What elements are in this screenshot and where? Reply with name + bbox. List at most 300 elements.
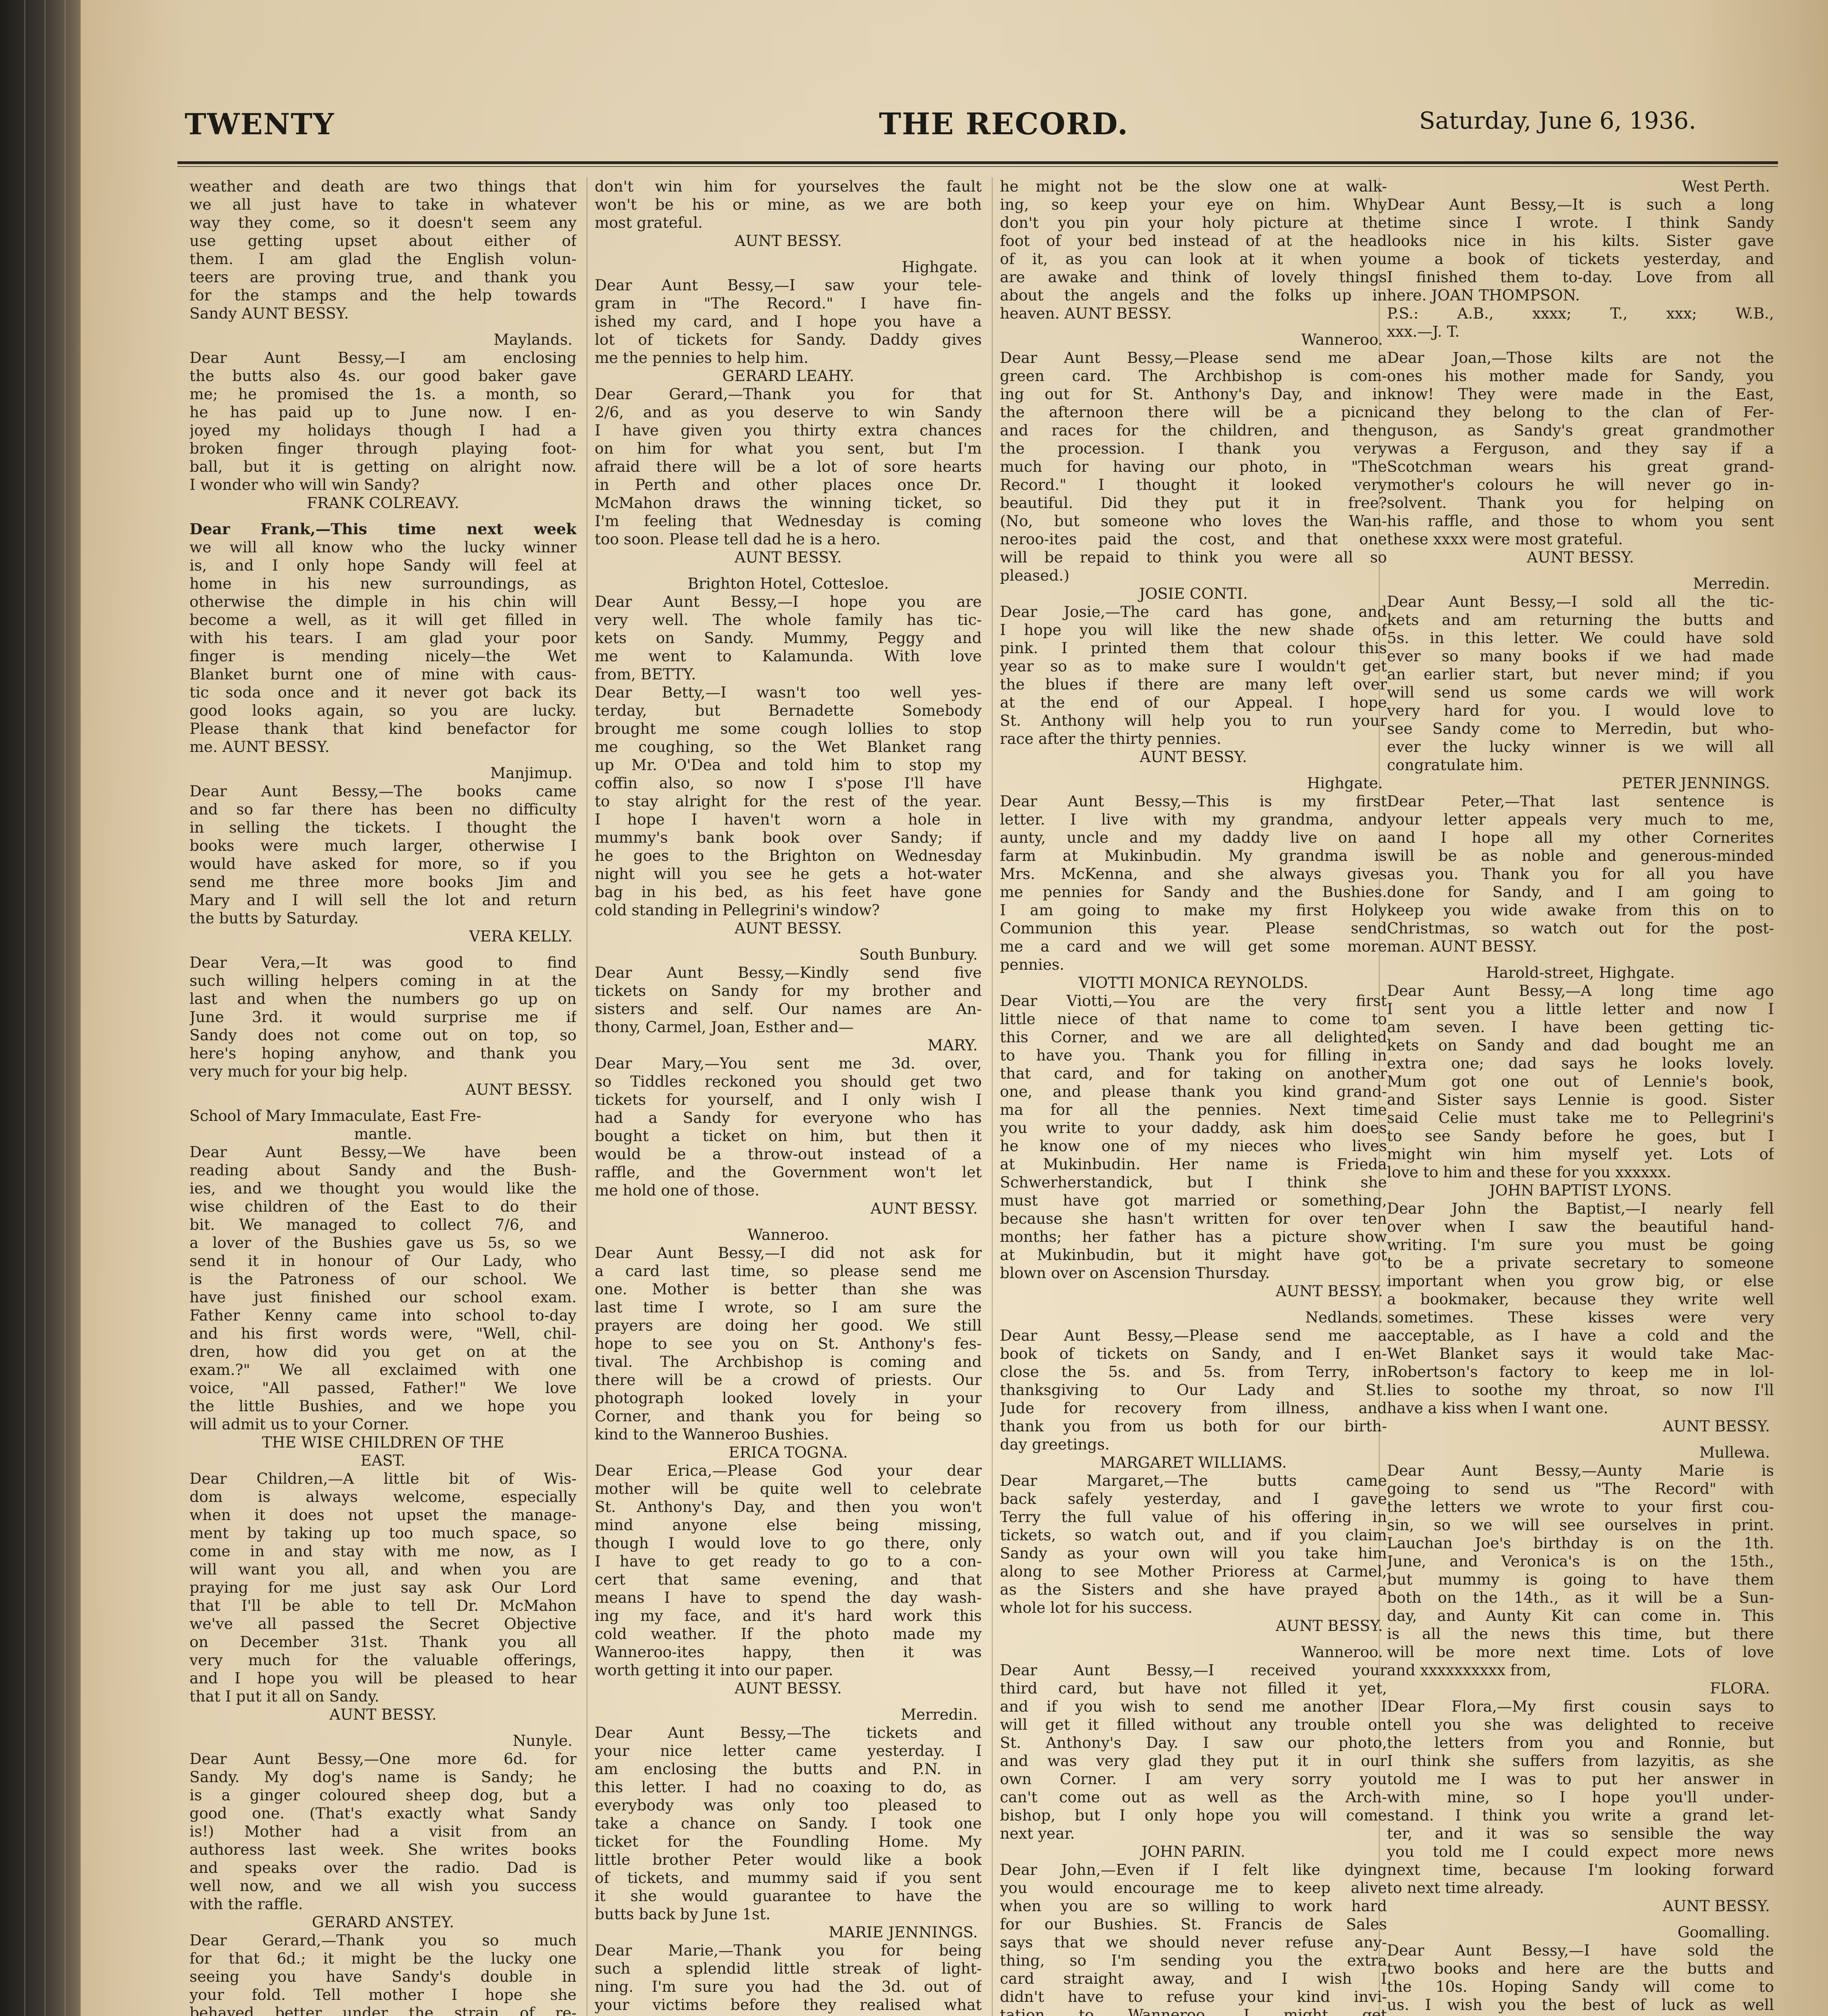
- text-line: way they come, so it doesn't seem any: [189, 214, 577, 232]
- text-line: very well. The whole family has tic-: [595, 611, 982, 629]
- text-line: Dear Aunt Bessy,—I received your: [1000, 1661, 1387, 1679]
- text-line: we've all passed the Secret Objective: [189, 1615, 577, 1633]
- text-line: Nedlands.: [1000, 1308, 1387, 1327]
- text-line: that I'll be able to tell Dr. McMahon: [189, 1597, 577, 1615]
- text-line: to be a private secretary to someone: [1387, 1254, 1774, 1272]
- text-line: I hope you will like the new shade of: [1000, 621, 1387, 639]
- text-line: send it in honour of Our Lady, who: [189, 1252, 577, 1270]
- text-line: from, BETTY.: [595, 665, 982, 683]
- text-line: take a chance on Sandy. I took one: [595, 1814, 982, 1833]
- text-line: the afternoon there will be a picnic: [1000, 403, 1387, 421]
- text-line: the procession. I thank you very: [1000, 439, 1387, 458]
- text-line: bag in his bed, as his feet have gone: [595, 883, 982, 901]
- text-line: and Sister says Lennie is good. Sister: [1387, 1091, 1774, 1109]
- text-line: ished my card, and I hope you have a: [595, 312, 982, 331]
- text-line: and they belong to the clan of Fer-: [1387, 403, 1774, 421]
- text-line: can't come out as well as the Arch-: [1000, 1788, 1387, 1806]
- text-line: farm at Mukinbudin. My grandma is: [1000, 847, 1387, 865]
- text-line: is!) Mother had a visit from an: [189, 1822, 577, 1841]
- text-line: dom is always welcome, especially: [189, 1488, 577, 1506]
- text-line: next year.: [1000, 1824, 1387, 1843]
- text-line: for our Bushies. St. Francis de Sales: [1000, 1915, 1387, 1933]
- text-line: bit. We managed to collect 7/6, and: [189, 1216, 577, 1234]
- text-line: in selling the tickets. I thought the: [189, 818, 577, 837]
- text-line: me; he promised the 1s. a month, so: [189, 385, 577, 403]
- text-line: writing. I'm sure you must be going: [1387, 1236, 1774, 1254]
- text-line: ing out for St. Anthony's Day, and in: [1000, 385, 1387, 403]
- text-line: here. JOAN THOMPSON.: [1387, 286, 1774, 304]
- text-line: had a Sandy for everyone who has: [595, 1109, 982, 1127]
- text-line: you write to your daddy, ask him does: [1000, 1119, 1387, 1137]
- text-line: Dear Aunt Bessy,—We have been: [189, 1143, 577, 1161]
- text-line: use getting upset about either of: [189, 232, 577, 250]
- text-line: thing, so I'm sending you the extra: [1000, 1951, 1387, 1970]
- text-line: day greetings.: [1000, 1435, 1387, 1454]
- text-line: Dear Joan,—Those kilts are not the: [1387, 349, 1774, 367]
- text-line: and races for the children, and then: [1000, 421, 1387, 439]
- text-line: Dear Betty,—I wasn't too well yes-: [595, 683, 982, 702]
- text-line: he know one of my nieces who lives: [1000, 1137, 1387, 1155]
- text-line: tell you she was delighted to receive: [1387, 1716, 1774, 1734]
- text-line: FLORA.: [1387, 1679, 1774, 1697]
- text-line: Dear Vera,—It was good to find: [189, 954, 577, 972]
- text-line: Mary and I will sell the lot and return: [189, 891, 577, 909]
- text-line: Harold-street, Highgate.: [1387, 964, 1774, 982]
- text-line: otherwise the dimple in his chin will: [189, 593, 577, 611]
- text-line: but mummy is going to have them: [1387, 1570, 1774, 1589]
- text-line: voice, "All passed, Father!" We love: [189, 1379, 577, 1397]
- text-line: we all just have to take in whatever: [189, 196, 577, 214]
- text-line: me went to Kalamunda. With love: [595, 647, 982, 665]
- text-line: will want you all, and when you are: [189, 1560, 577, 1579]
- text-line: wise children of the East to do their: [189, 1198, 577, 1216]
- text-line: guson, as Sandy's great grandmother: [1387, 421, 1774, 439]
- text-line: EAST.: [189, 1452, 577, 1470]
- text-line: going to send us "The Record" with: [1387, 1480, 1774, 1498]
- text-line: will admit us to your Corner.: [189, 1415, 577, 1433]
- text-line: ever so many books if we had made: [1387, 647, 1774, 665]
- text-line: McMahon draws the winning ticket, so: [595, 494, 982, 512]
- text-line: day, and Aunty Kit can come in. This: [1387, 1607, 1774, 1625]
- text-line: AUNT BESSY.: [189, 1706, 577, 1724]
- text-line: there will be a crowd of priests. Our: [595, 1371, 982, 1389]
- text-line: books were much larger, otherwise I: [189, 837, 577, 855]
- text-line: Wanneroo.: [1000, 331, 1387, 349]
- text-line: I hope I haven't worn a hole in: [595, 810, 982, 829]
- text-line: GERARD ANSTEY.: [189, 1913, 577, 1931]
- text-line: Christmas, so watch out for the post-: [1387, 919, 1774, 937]
- text-line: JOHN PARIN.: [1000, 1843, 1387, 1861]
- text-line: green card. The Archbishop is com-: [1000, 367, 1387, 385]
- text-line: have just finished our school exam.: [189, 1288, 577, 1306]
- text-line: June, and Veronica's is on the 15th.,: [1387, 1552, 1774, 1570]
- text-line: means I have to spend the day wash-: [595, 1589, 982, 1607]
- text-line: well now, and we all wish you success: [189, 1877, 577, 1895]
- text-line: AUNT BESSY.: [1387, 1417, 1774, 1435]
- text-line: mantle.: [189, 1125, 577, 1143]
- text-line: your nice letter came yesterday. I: [595, 1742, 982, 1760]
- text-line: Wet Blanket says it would take Mac-: [1387, 1345, 1774, 1363]
- text-line: told me I was to put her answer in: [1387, 1770, 1774, 1788]
- text-line: broken finger through playing foot-: [189, 439, 577, 458]
- text-line: Dear Aunt Bessy,—This is my first: [1000, 792, 1387, 810]
- text-line: book of tickets on Sandy, and I en-: [1000, 1345, 1387, 1363]
- text-line: mother will be quite well to celebrate: [595, 1480, 982, 1498]
- text-line: them. I am glad the English volun-: [189, 250, 577, 268]
- text-line: gram in "The Record." I have fin-: [595, 294, 982, 312]
- text-line: St. Anthony's Day. I saw our photo,: [1000, 1734, 1387, 1752]
- text-line: little niece of that name to come to: [1000, 1010, 1387, 1028]
- text-line: Dear Margaret,—The butts came: [1000, 1472, 1387, 1490]
- text-line: see Sandy come to Merredin, but who-: [1387, 720, 1774, 738]
- text-line: send me three more books Jim and: [189, 873, 577, 891]
- text-line: when you are so willing to work hard: [1000, 1897, 1387, 1915]
- text-line: AUNT BESSY.: [1000, 1282, 1387, 1300]
- text-line: FRANK COLREAVY.: [189, 494, 577, 512]
- text-line: I sent you a little letter and now I: [1387, 1000, 1774, 1018]
- text-line: will get it filled without any trouble on: [1000, 1716, 1387, 1734]
- text-line: was a Ferguson, and they say if a: [1387, 439, 1774, 458]
- text-line: lies to soothe my throat, so now I'll: [1387, 1381, 1774, 1399]
- text-line: says that we should never refuse any-: [1000, 1933, 1387, 1951]
- text-line: and I hope all my other Cornerites: [1387, 829, 1774, 847]
- text-line: will be more next time. Lots of love: [1387, 1643, 1774, 1661]
- text-line: keep you wide awake from this on to: [1387, 901, 1774, 919]
- text-line: Dear Aunt Bessy,—I saw your tele-: [595, 276, 982, 294]
- text-line: last and when the numbers go up on: [189, 990, 577, 1008]
- text-line: and so far there has been no difficulty: [189, 800, 577, 818]
- text-line: behaved better under the strain of re-: [189, 2004, 577, 2016]
- text-line: important when you grow big, or else: [1387, 1272, 1774, 1290]
- text-line: sisters and self. Our names are An-: [595, 1000, 982, 1018]
- text-line: are awake and think of lovely things: [1000, 268, 1387, 286]
- issue-date: Saturday, June 6, 1936.: [1419, 107, 1696, 155]
- text-line: Lauchan Joe's birthday is on the 1th.: [1387, 1534, 1774, 1552]
- text-line: foot of your bed instead of at the head: [1000, 232, 1387, 250]
- text-line: too soon. Please tell dad he is a hero.: [595, 530, 982, 548]
- text-line: sin, so we will see ourselves in print.: [1387, 1516, 1774, 1534]
- text-line: one. Mother is better than she was: [595, 1280, 982, 1298]
- text-line: Wanneroo-ites happy, then it was: [595, 1643, 982, 1661]
- text-line: ies, and we thought you would like the: [189, 1179, 577, 1198]
- text-line: you would encourage me to keep alive: [1000, 1879, 1387, 1897]
- text-line: as the Sisters and she have prayed a: [1000, 1581, 1387, 1599]
- text-line: on him for what you sent, but I'm: [595, 439, 982, 458]
- text-line: teers are proving true, and thank you: [189, 268, 577, 286]
- text-line: St. Anthony will help you to run your: [1000, 712, 1387, 730]
- text-line: for that 6d.; it might be the lucky one: [189, 1949, 577, 1968]
- text-line: tickets on Sandy for my brother and: [595, 982, 982, 1000]
- text-line: exam.?" We all exclaimed with one: [189, 1361, 577, 1379]
- text-line: and I hope you will be pleased to hear: [189, 1669, 577, 1687]
- text-line: very much for the valuable offerings,: [189, 1651, 577, 1669]
- text-line: authoress last week. She writes books: [189, 1841, 577, 1859]
- text-line: time since I wrote. I think Sandy: [1387, 214, 1774, 232]
- text-line: tickets for yourself, and I only wish I: [595, 1091, 982, 1109]
- text-line: very hard for you. I would love to: [1387, 702, 1774, 720]
- text-line: me a book of tickets yesterday, and: [1387, 250, 1774, 268]
- text-line: St. Anthony's Day, and then you won't: [595, 1498, 982, 1516]
- text-line: such a splendid little streak of light-: [595, 1960, 982, 1978]
- text-line: finger is mending nicely—the Wet: [189, 647, 577, 665]
- text-line: Dear John,—Even if I felt like dying: [1000, 1861, 1387, 1879]
- text-line: ever the lucky winner is we will all: [1387, 738, 1774, 756]
- text-line: mother's colours he will never go in-: [1387, 476, 1774, 494]
- text-line: your fold. Tell mother I hope she: [189, 1986, 577, 2004]
- text-line: solvent. Thank you for helping on: [1387, 494, 1774, 512]
- text-line: MARGARET WILLIAMS.: [1000, 1454, 1387, 1472]
- text-line: beautiful. Did they put it in free?: [1000, 494, 1387, 512]
- text-line: and xxxxxxxxxx from,: [1387, 1661, 1774, 1679]
- text-line: months; her father has a picture show: [1000, 1228, 1387, 1246]
- text-line: praying for me just say ask Our Lord: [189, 1579, 577, 1597]
- text-line: to next time already.: [1387, 1879, 1774, 1897]
- page-number: TWENTY: [185, 107, 335, 155]
- text-line: own Corner. I am very sorry you: [1000, 1770, 1387, 1788]
- text-line: AUNT BESSY.: [1000, 1617, 1387, 1635]
- text-line: pleased.): [1000, 566, 1387, 585]
- text-line: Dear Children,—A little bit of Wis-: [189, 1470, 577, 1488]
- text-line: and speaks over the radio. Dad is: [189, 1859, 577, 1877]
- text-line: love to him and these for you xxxxxx.: [1387, 1163, 1774, 1181]
- text-line: cold standing in Pellegrini's window?: [595, 901, 982, 919]
- text-line: Nunyle.: [189, 1732, 577, 1750]
- text-line: JOSIE CONTI.: [1000, 585, 1387, 603]
- text-line: the little Bushies, and we hope you: [189, 1397, 577, 1415]
- text-line: blown over on Ascension Thursday.: [1000, 1264, 1387, 1282]
- text-line: Sandy AUNT BESSY.: [189, 304, 577, 323]
- text-line: me a card and we will get some more: [1000, 937, 1387, 956]
- text-line: I think she suffers from lazyitis, as she: [1387, 1752, 1774, 1770]
- text-line: over when I saw the beautiful hand-: [1387, 1218, 1774, 1236]
- text-line: a bookmaker, because they write well: [1387, 1290, 1774, 1308]
- text-line: Dear Viotti,—You are the very first: [1000, 992, 1387, 1010]
- text-line: am enclosing the butts and P.N. in: [595, 1760, 982, 1778]
- text-line: xxx.—J. T.: [1387, 323, 1774, 341]
- text-line: Dear Josie,—The card has gone, and: [1000, 603, 1387, 621]
- text-line: a card last time, so please send me: [595, 1262, 982, 1280]
- text-line: GERARD LEAHY.: [595, 367, 982, 385]
- text-line: to have you. Thank you for filling in: [1000, 1046, 1387, 1064]
- text-line: Schwerherstandick, but I think she: [1000, 1173, 1387, 1191]
- text-line: don't you pin your holy picture at the: [1000, 214, 1387, 232]
- text-line: looks nice in his kilts. Sister gave: [1387, 232, 1774, 250]
- text-line: at the end of our Appeal. I hope: [1000, 694, 1387, 712]
- text-line: AUNT BESSY.: [595, 1679, 982, 1697]
- text-line: ERICA TOGNA.: [595, 1443, 982, 1462]
- text-line: coffin also, so now I s'pose I'll have: [595, 774, 982, 792]
- text-line: very much for your big help.: [189, 1062, 577, 1081]
- text-line: as you. Thank you for all you have: [1387, 865, 1774, 883]
- text-line: much for having our photo, in "The: [1000, 458, 1387, 476]
- text-line: Dear Aunt Bessy,—I sold all the tic-: [1387, 593, 1774, 611]
- text-line: the blues if there are many left over: [1000, 675, 1387, 694]
- text-line: Dear Aunt Bessy,—Aunty Marie is: [1387, 1462, 1774, 1480]
- text-line: that card, and for taking on another: [1000, 1064, 1387, 1083]
- text-line: West Perth.: [1387, 177, 1774, 196]
- text-line: Mum got one out of Lennie's book,: [1387, 1073, 1774, 1091]
- text-line: would have asked for more, so if you: [189, 855, 577, 873]
- text-line: Goomalling.: [1387, 1923, 1774, 1941]
- text-line: 5s. in this letter. We could have sold: [1387, 629, 1774, 647]
- text-line: Dear John the Baptist,—I nearly fell: [1387, 1200, 1774, 1218]
- text-line: to stay alright for the rest of the year.: [595, 792, 982, 810]
- text-line: I wonder who will win Sandy?: [189, 476, 577, 494]
- text-line: these xxxx were most grateful.: [1387, 530, 1774, 548]
- text-line: Dear Flora,—My first cousin says to: [1387, 1697, 1774, 1716]
- text-line: ones his mother made for Sandy, you: [1387, 367, 1774, 385]
- text-line: congratulate him.: [1387, 756, 1774, 774]
- text-line: would be a throw-out instead of a: [595, 1145, 982, 1163]
- text-line: Dear Aunt Bessy,—I have sold the: [1387, 1941, 1774, 1960]
- text-line: pennies.: [1000, 956, 1387, 974]
- text-line: thanksgiving to Our Lady and St.: [1000, 1381, 1387, 1399]
- text-line: he has paid up to June now. I en-: [189, 403, 577, 421]
- text-line: thony, Carmel, Joan, Esther and—: [595, 1018, 982, 1036]
- text-line: Dear Aunt Bessy,—The books came: [189, 782, 577, 800]
- text-line: pink. I printed them that colour this: [1000, 639, 1387, 657]
- text-line: third card, but have not filled it yet,: [1000, 1679, 1387, 1697]
- text-line: tickets, so watch out, and if you claim: [1000, 1526, 1387, 1544]
- text-line: Manjimup.: [189, 764, 577, 782]
- text-line: along to see Mother Prioress at Carmel,: [1000, 1562, 1387, 1581]
- text-line: Mullewa.: [1387, 1443, 1774, 1462]
- text-line: JOHN BAPTIST LYONS.: [1387, 1181, 1774, 1200]
- text-line: won't be his or mine, as we are both: [595, 196, 982, 214]
- text-line: one, and please thank you kind grand-: [1000, 1083, 1387, 1101]
- text-line: year so as to make sure I wouldn't get: [1000, 657, 1387, 675]
- text-line: the letters from you and Ronnie, but: [1387, 1734, 1774, 1752]
- text-line: kets and am returning the butts and: [1387, 611, 1774, 629]
- text-line: because she hasn't written for over ten: [1000, 1210, 1387, 1228]
- text-line: Mrs. McKenna, and she always gives: [1000, 865, 1387, 883]
- text-line: Dear Aunt Bessy,—One more 6d. for: [189, 1750, 577, 1768]
- text-line: me coughing, so the Wet Blanket rang: [595, 738, 982, 756]
- text-line: Dear Aunt Bessy,—I did not ask for: [595, 1244, 982, 1262]
- text-line: man. AUNT BESSY.: [1387, 937, 1774, 956]
- text-line: AUNT BESSY.: [595, 232, 982, 250]
- text-line: VERA KELLY.: [189, 927, 577, 946]
- text-line: good one. (That's exactly what Sandy: [189, 1804, 577, 1822]
- text-line: with mine, so I hope you'll under-: [1387, 1788, 1774, 1806]
- text-line: weather and death are two things that: [189, 177, 577, 196]
- text-line: at Mukinbudin, but it might have got: [1000, 1246, 1387, 1264]
- text-line: ma for all the pennies. Next time: [1000, 1101, 1387, 1119]
- text-line: Scotchman wears his great grand-: [1387, 458, 1774, 476]
- text-line: kind to the Wanneroo Bushies.: [595, 1425, 982, 1443]
- text-line: whole lot for his success.: [1000, 1599, 1387, 1617]
- text-line: card straight away, and I wish I: [1000, 1970, 1387, 1988]
- text-line: for the stamps and the help towards: [189, 286, 577, 304]
- text-line: me hold one of those.: [595, 1181, 982, 1200]
- text-line: cold weather. If the photo made my: [595, 1625, 982, 1643]
- text-line: Dear Aunt Bessy,—The tickets and: [595, 1724, 982, 1742]
- text-line: aunty, uncle and my daddy live on a: [1000, 829, 1387, 847]
- text-line: though I would love to go there, only: [595, 1534, 982, 1552]
- text-line: when it does not upset the manage-: [189, 1506, 577, 1524]
- text-line: Dear Mary,—You sent me 3d. over,: [595, 1054, 982, 1073]
- text-line: I'm feeling that Wednesday is coming: [595, 512, 982, 530]
- text-line: to see Sandy before he goes, but I: [1387, 1127, 1774, 1145]
- text-line: of it, as you can look at it when you: [1000, 250, 1387, 268]
- text-line: will send us some cards we will work: [1387, 683, 1774, 702]
- text-line: MARIE JENNINGS.: [595, 1923, 982, 1941]
- text-line: at Mukinbudin. Her name is Frieda: [1000, 1155, 1387, 1173]
- text-line: Dear Aunt Bessy,—Kindly send five: [595, 964, 982, 982]
- text-line: everybody was only too pleased to: [595, 1796, 982, 1814]
- text-line: brought me some cough lollies to stop: [595, 720, 982, 738]
- text-line: School of Mary Immaculate, East Fre-: [189, 1107, 577, 1125]
- text-line: VIOTTI MONICA REYNOLDS.: [1000, 974, 1387, 992]
- text-line: in Perth and other places once Dr.: [595, 476, 982, 494]
- text-line: P.S.: A.B., xxxx; T., xxx; W.B.,: [1387, 304, 1774, 323]
- text-line: Wanneroo.: [1000, 1643, 1387, 1661]
- text-line: Dear Erica,—Please God your dear: [595, 1462, 982, 1480]
- text-line: is a ginger coloured sheep dog, but a: [189, 1786, 577, 1804]
- text-line: mummy's bank book over Sandy; if: [595, 829, 982, 847]
- text-line: the letters we wrote to your first cou-: [1387, 1498, 1774, 1516]
- text-line: up Mr. O'Dea and told him to stop my: [595, 756, 982, 774]
- text-line: Dear Aunt Bessy,—Please send me a: [1000, 349, 1387, 367]
- text-line: said Celie must take me to Pellegrini's: [1387, 1109, 1774, 1127]
- text-line: Highgate.: [595, 258, 982, 276]
- text-line: might win him myself yet. Lots of: [1387, 1145, 1774, 1163]
- text-line: afraid there will be a lot of sore hearts: [595, 458, 982, 476]
- text-line: tic soda once and it never got back its: [189, 683, 577, 702]
- text-line: didn't have to refuse your kind invi-: [1000, 1988, 1387, 2006]
- text-line: the butts also 4s. our good baker gave: [189, 367, 577, 385]
- text-line: AUNT BESSY.: [595, 548, 982, 566]
- text-line: sometimes. These kisses were very: [1387, 1308, 1774, 1327]
- text-line: me pennies for Sandy and the Bushies.: [1000, 883, 1387, 901]
- text-line: Dear Marie,—Thank you for being: [595, 1941, 982, 1960]
- text-line: will be repaid to think you were all so: [1000, 548, 1387, 566]
- text-line: and was very glad they put it in our: [1000, 1752, 1387, 1770]
- text-line: kets on Sandy. Mummy, Peggy and: [595, 629, 982, 647]
- text-line: both on the 14th., as it will be a Sun-: [1387, 1589, 1774, 1607]
- text-line: stand. I think you write a grand let-: [1387, 1806, 1774, 1824]
- text-line: cert that same evening, and that: [595, 1570, 982, 1589]
- text-line: lot of tickets for Sandy. Daddy gives: [595, 331, 982, 349]
- text-line: Father Kenny came into school to-day: [189, 1306, 577, 1325]
- text-line: we will all know who the lucky winner: [189, 538, 577, 556]
- text-line: seeing you have Sandy's double in: [189, 1968, 577, 1986]
- text-line: ing, so keep your eye on him. Why: [1000, 196, 1387, 214]
- text-line: come in and stay with me now, as I: [189, 1542, 577, 1560]
- text-line: Record." I thought it looked very: [1000, 476, 1387, 494]
- text-line: heaven. AUNT BESSY.: [1000, 304, 1387, 323]
- text-line: dren, how did you get on at the: [189, 1343, 577, 1361]
- text-line: Highgate.: [1000, 774, 1387, 792]
- text-line: me the pennies to help him.: [595, 349, 982, 367]
- text-line: little brother Peter would like a book: [595, 1851, 982, 1869]
- text-line: and if you wish to send me another I: [1000, 1697, 1387, 1716]
- text-line: two books and here are the butts and: [1387, 1960, 1774, 1978]
- text-line: an earlier start, but never mind; if you: [1387, 665, 1774, 683]
- text-line: Dear Aunt Bessy,—A long time ago: [1387, 982, 1774, 1000]
- text-line: mind anyone else being missing,: [595, 1516, 982, 1534]
- text-line: he might not be the slow one at walk-: [1000, 177, 1387, 196]
- text-line: AUNT BESSY.: [1387, 1897, 1774, 1915]
- text-line: home in his new surroundings, as: [189, 575, 577, 593]
- text-line: South Bunbury.: [595, 946, 982, 964]
- text-line: photograph looked lovely in your: [595, 1389, 982, 1407]
- text-line: kets on Sandy and dad bought me an: [1387, 1036, 1774, 1054]
- text-line: 2/6, and as you deserve to win Sandy: [595, 403, 982, 421]
- text-line: next time, because I'm looking forward: [1387, 1861, 1774, 1879]
- text-line: here's hoping anyhow, and thank you: [189, 1044, 577, 1062]
- text-line: butts back by June 1st.: [595, 1905, 982, 1923]
